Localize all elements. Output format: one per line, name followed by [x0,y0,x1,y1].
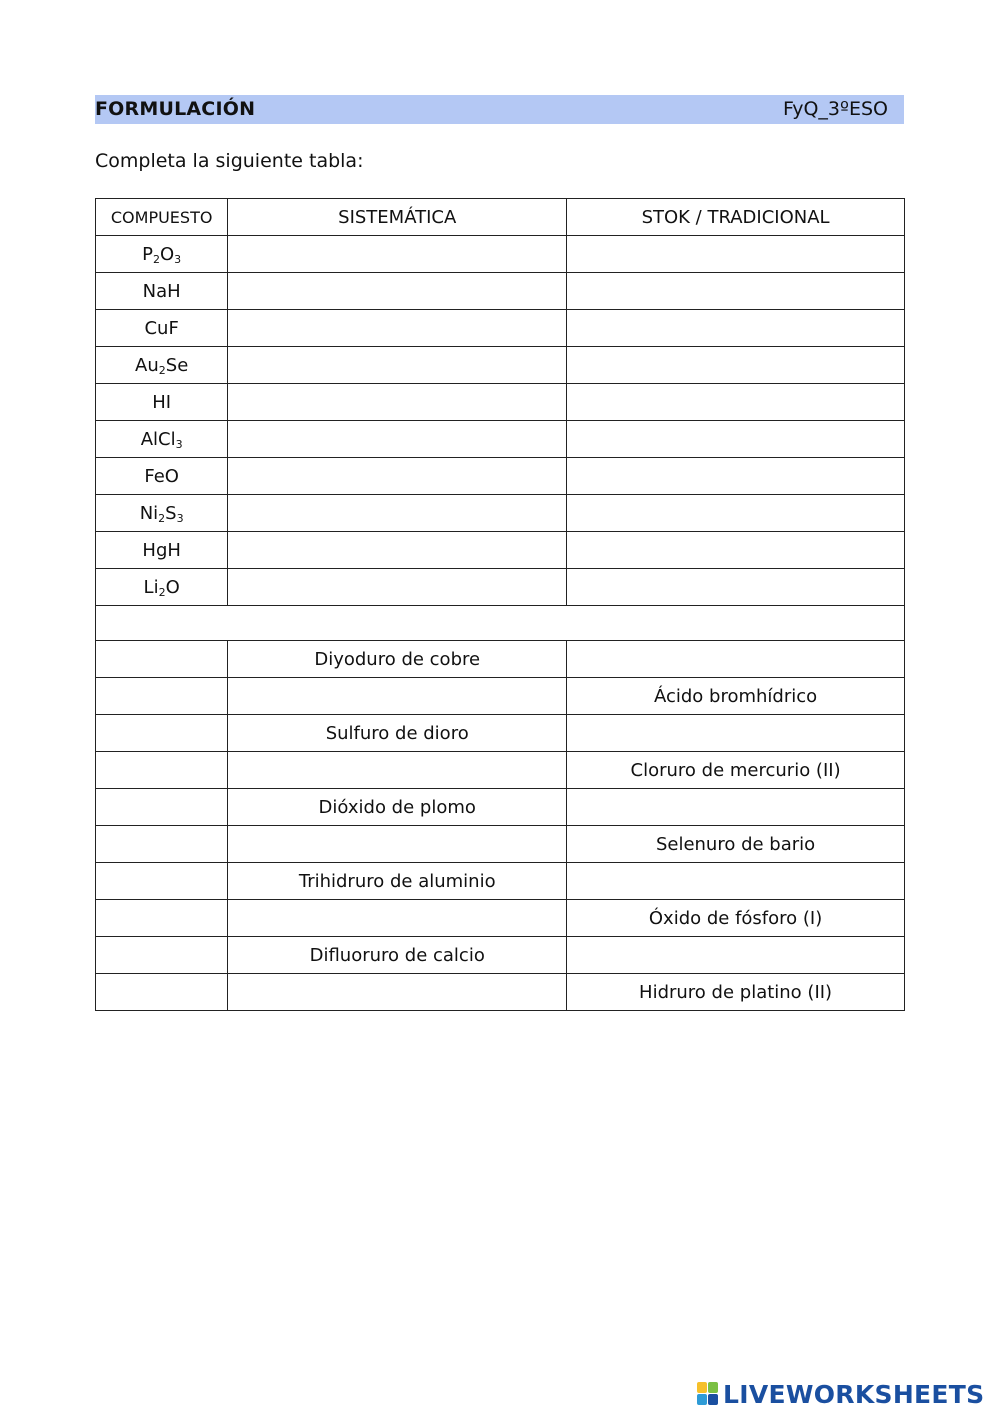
formula-subscript: 3 [175,437,183,451]
answer-cell-stok[interactable] [567,715,905,752]
name-sistematica: Trihidruro de aluminio [228,863,567,900]
table-row [96,937,905,974]
formula-subscript: 3 [174,252,182,266]
column-header-stok: STOK / TRADICIONAL [567,199,905,236]
table-header-row [96,199,905,236]
table-row [96,384,905,421]
answer-cell-stok[interactable] [567,495,905,532]
name-stok: Cloruro de mercurio (II) [567,752,905,789]
formula-symbol: AlCl [140,428,176,450]
table-row [96,532,905,569]
answer-cell-stok[interactable] [567,789,905,826]
name-sistematica: Diyoduro de cobre [228,641,567,678]
answer-cell-stok[interactable] [567,347,905,384]
answer-cell-sistematica[interactable] [228,458,567,495]
answer-cell-stok[interactable] [567,236,905,273]
answer-cell-sistematica[interactable] [228,532,567,569]
formula-symbol: S [165,502,177,524]
table-separator-row [96,606,905,641]
instruction-text: Completa la siguiente tabla: [95,150,364,172]
formula-symbol: O [165,576,180,598]
table-row [96,236,905,273]
answer-cell-stok[interactable] [567,421,905,458]
answer-cell-sistematica[interactable] [228,495,567,532]
answer-cell-stok[interactable] [567,532,905,569]
column-header-compuesto: COMPUESTO [96,199,228,236]
compound-formula [96,310,228,347]
formula-symbol: Se [165,354,189,376]
answer-cell-formula[interactable] [96,900,228,937]
formula-symbol: HgH [142,539,181,561]
answer-cell-formula[interactable] [96,752,228,789]
table-row [96,974,905,1011]
answer-cell-stok[interactable] [567,863,905,900]
formula-symbol: Li [143,576,159,598]
answer-cell-sistematica[interactable] [228,569,567,606]
name-stok: Hidruro de platino (II) [567,974,905,1011]
answer-cell-sistematica[interactable] [228,347,567,384]
answer-cell-sistematica[interactable] [228,826,567,863]
separator-cell [96,606,905,641]
name-stok: Selenuro de bario [567,826,905,863]
compound-formula [96,569,228,606]
answer-cell-formula[interactable] [96,641,228,678]
formula-symbol: P [142,243,153,265]
table-row [96,458,905,495]
compound-formula [96,236,228,273]
compound-formula [96,384,228,421]
formula-symbol: HI [152,391,172,413]
formula-symbol: Au [135,354,159,376]
answer-cell-stok[interactable] [567,384,905,421]
formula-symbol: Ni [139,502,159,524]
formula-subscript: 2 [153,252,160,266]
table-row [96,310,905,347]
table-row [96,752,905,789]
formulation-table [95,198,905,1011]
compound-formula [96,532,228,569]
liveworksheets-logo [697,1380,984,1408]
answer-cell-sistematica[interactable] [228,236,567,273]
answer-cell-formula[interactable] [96,937,228,974]
table-row [96,863,905,900]
table-row [96,421,905,458]
answer-cell-formula[interactable] [96,826,228,863]
answer-cell-stok[interactable] [567,458,905,495]
header-bar [95,95,904,124]
answer-cell-formula[interactable] [96,863,228,900]
table-row [96,715,905,752]
name-sistematica: Dióxido de plomo [228,789,567,826]
answer-cell-sistematica[interactable] [228,421,567,458]
table-row [96,678,905,715]
formula-symbol: NaH [142,280,181,302]
formula-subscript: 2 [158,363,166,377]
formula-symbol: CuF [144,317,179,339]
answer-cell-formula[interactable] [96,715,228,752]
liveworksheets-wordmark: LIVEWORKSHEETS [723,1379,985,1409]
table-row [96,273,905,310]
compound-formula [96,495,228,532]
formula-subscript: 3 [176,511,184,525]
answer-cell-sistematica[interactable] [228,678,567,715]
table-row [96,495,905,532]
table-row [96,569,905,606]
page-title: FORMULACIÓN [95,98,256,120]
subject-code: FyQ_3ºESO [783,98,888,120]
name-stok: Ácido bromhídrico [567,678,905,715]
formula-subscript: 2 [158,511,166,525]
answer-cell-formula[interactable] [96,678,228,715]
answer-cell-sistematica[interactable] [228,752,567,789]
name-stok: Óxido de fósforo (I) [567,900,905,937]
answer-cell-stok[interactable] [567,569,905,606]
name-sistematica: Sulfuro de dioro [228,715,567,752]
table-row [96,641,905,678]
answer-cell-sistematica[interactable] [228,273,567,310]
answer-cell-sistematica[interactable] [228,310,567,347]
compound-formula [96,347,228,384]
answer-cell-formula[interactable] [96,974,228,1011]
answer-cell-sistematica[interactable] [228,900,567,937]
answer-cell-stok[interactable] [567,641,905,678]
formula-subscript: 2 [158,585,166,599]
column-header-sistematica: SISTEMÁTICA [228,199,567,236]
answer-cell-sistematica[interactable] [228,974,567,1011]
table-row [96,826,905,863]
formula-symbol: FeO [144,465,179,487]
liveworksheets-logo-icon [697,1382,719,1406]
compound-formula [96,273,228,310]
compound-formula [96,458,228,495]
answer-cell-formula[interactable] [96,789,228,826]
answer-cell-stok[interactable] [567,273,905,310]
answer-cell-sistematica[interactable] [228,384,567,421]
answer-cell-stok[interactable] [567,310,905,347]
compound-formula [96,421,228,458]
formula-symbol: O [160,243,175,265]
table-row [96,900,905,937]
table-row [96,347,905,384]
answer-cell-stok[interactable] [567,937,905,974]
name-sistematica: Difluoruro de calcio [228,937,567,974]
table-row [96,789,905,826]
